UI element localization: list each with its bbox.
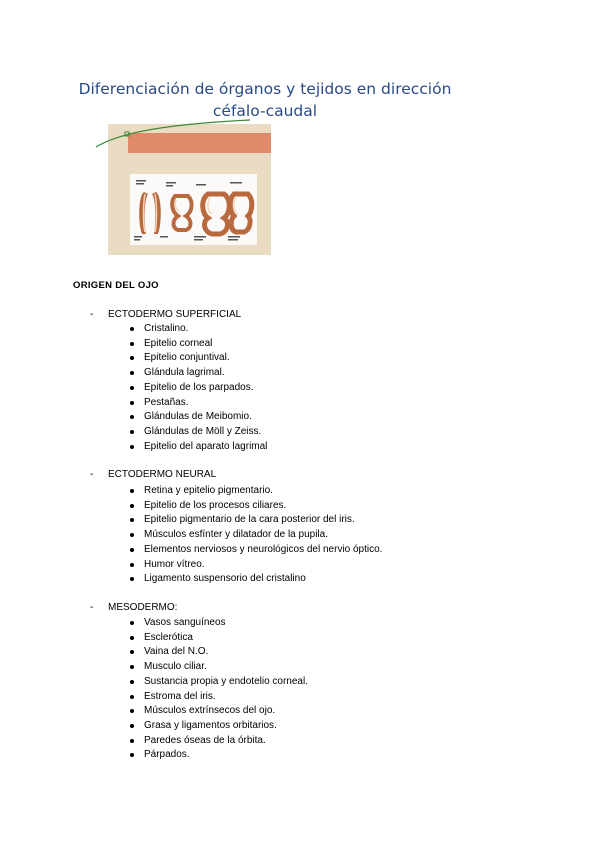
list-item: Glándula lagrimal. <box>130 366 267 381</box>
list-item: Humor vítreo. <box>130 558 382 573</box>
list-item: Vaina del N.O. <box>130 645 308 660</box>
list-item: Cristalino. <box>130 322 267 337</box>
dash-marker: - <box>90 469 94 480</box>
list-item: Estroma del iris. <box>130 690 308 705</box>
section-title-ectodermo-superficial <box>90 308 241 322</box>
section-heading: ORIGEN DEL OJO <box>73 280 159 291</box>
list-item: Epitelio pigmentario de la cara posterior del iris. <box>130 513 382 528</box>
slide-title-line1: Diferenciación de órganos y tejidos en dirección <box>78 80 452 98</box>
list-item: Músculos extrínsecos del ojo. <box>130 704 308 719</box>
list-item: Epitelio conjuntival. <box>130 351 267 366</box>
list-item: Epitelio de los procesos ciliares. <box>130 499 382 514</box>
dash-marker: - <box>90 602 94 613</box>
slide-title-line2: céfalo-caudal <box>212 102 318 120</box>
section-title-mesodermo <box>90 601 177 615</box>
list-item: Glándulas de Meibomio. <box>130 410 267 425</box>
section-title-text: MESODERMO: <box>108 602 178 613</box>
dash-marker: - <box>90 309 94 320</box>
list-ectodermo-neural <box>130 484 382 587</box>
list-item: Retina y epitelio pigmentario. <box>130 484 382 499</box>
list-item: Pestañas. <box>130 396 267 411</box>
list-mesodermo <box>130 616 308 763</box>
list-item: Epitelio corneal <box>130 337 267 352</box>
list-ectodermo-superficial <box>130 322 267 454</box>
list-item: Elementos nerviosos y neurológicos del nervio óptico. <box>130 543 382 558</box>
list-item: Ligamento suspensorio del cristalino <box>130 572 382 587</box>
section-title-text: ECTODERMO NEURAL <box>108 469 217 480</box>
list-item: Músculos esfínter y dilatador de la pupila. <box>130 528 382 543</box>
list-item: Sustancia propia y endotelio corneal. <box>130 675 308 690</box>
list-item: Párpados. <box>130 748 308 763</box>
list-item: Glándulas de Möll y Zeiss. <box>130 425 267 440</box>
list-item: Grasa y ligamentos orbitarios. <box>130 719 308 734</box>
section-title-ectodermo-neural <box>90 468 216 482</box>
list-item: Vasos sanguíneos <box>130 616 308 631</box>
list-item: Musculo ciliar. <box>130 660 308 675</box>
list-item: Esclerótica <box>130 631 308 646</box>
list-item: Paredes óseas de la órbita. <box>130 734 308 749</box>
list-item: Epitelio de los parpados. <box>130 381 267 396</box>
green-curve-line <box>0 0 600 260</box>
list-item: Epitelio del aparato lagrimal <box>130 440 267 455</box>
section-title-text: ECTODERMO SUPERFICIAL <box>108 309 242 320</box>
